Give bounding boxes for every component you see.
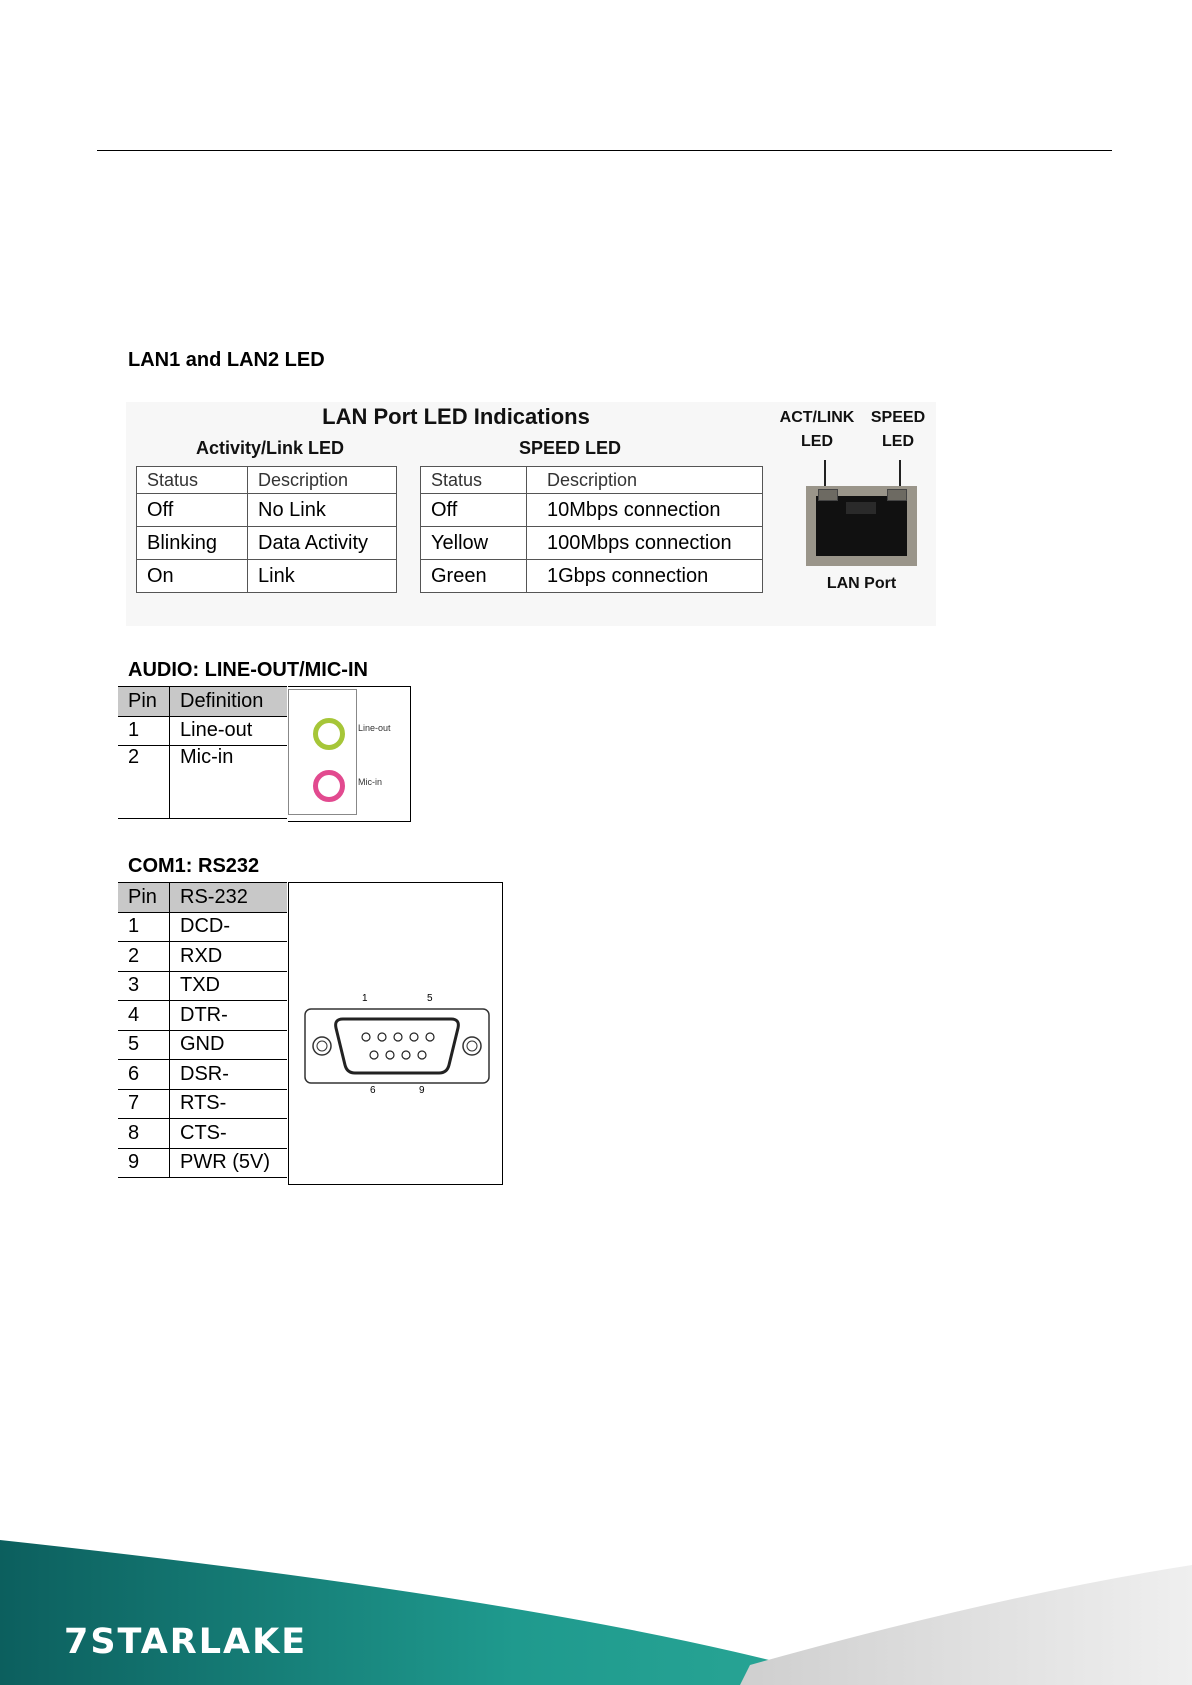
table-header: Status bbox=[421, 467, 527, 494]
table-cell: Off bbox=[421, 494, 527, 527]
audio-section-title: AUDIO: LINE-OUT/MIC-IN bbox=[128, 659, 368, 681]
connector-pin-label: 6 bbox=[370, 1085, 376, 1096]
audio-pin-table bbox=[118, 686, 287, 819]
com-pin-table bbox=[118, 882, 287, 1178]
com-section-title: COM1: RS232 bbox=[128, 855, 260, 877]
table-cell: DCD- bbox=[170, 912, 288, 942]
speed-led-table bbox=[420, 466, 763, 593]
act-link-label-line1: ACT/LINK bbox=[779, 409, 855, 426]
table-cell: 2 bbox=[118, 746, 170, 819]
table-cell: Off bbox=[137, 494, 248, 527]
table-cell: PWR (5V) bbox=[170, 1148, 288, 1178]
db9-connector-figure bbox=[288, 882, 503, 1185]
lan-port-label: LAN Port bbox=[826, 575, 897, 592]
table-cell: Link bbox=[248, 560, 397, 593]
table-cell: 1Gbps connection bbox=[527, 560, 763, 593]
table-row bbox=[118, 1089, 287, 1119]
table-cell: No Link bbox=[248, 494, 397, 527]
table-row bbox=[118, 912, 287, 942]
mic-in-jack-icon bbox=[313, 770, 345, 802]
table-row bbox=[118, 1001, 287, 1031]
table-row bbox=[118, 1119, 287, 1149]
table-header: Definition bbox=[170, 687, 288, 717]
table-row bbox=[137, 560, 397, 593]
table-cell: Green bbox=[421, 560, 527, 593]
table-row bbox=[118, 971, 287, 1001]
table-cell: 6 bbox=[118, 1060, 170, 1090]
table-cell: 9 bbox=[118, 1148, 170, 1178]
table-row bbox=[421, 560, 763, 593]
table-cell: GND bbox=[170, 1030, 288, 1060]
audio-jack-figure bbox=[288, 686, 411, 822]
table-cell: TXD bbox=[170, 971, 288, 1001]
table-cell: Data Activity bbox=[248, 527, 397, 560]
table-cell: 1 bbox=[118, 716, 170, 746]
connector-pin-label: 5 bbox=[427, 993, 433, 1004]
table-header: Pin bbox=[118, 687, 170, 717]
table-row bbox=[118, 1030, 287, 1060]
activity-led-table bbox=[136, 466, 397, 593]
table-row bbox=[421, 494, 763, 527]
table-row bbox=[118, 746, 287, 819]
table-row bbox=[118, 942, 287, 972]
table-header: Description bbox=[527, 467, 763, 494]
starlake-logo: 7STARLAKE bbox=[64, 1622, 308, 1662]
connector-pin-label: 9 bbox=[419, 1085, 425, 1096]
table-cell: 100Mbps connection bbox=[527, 527, 763, 560]
speed-led-title: SPEED LED bbox=[519, 438, 622, 458]
connector-pin-label: 1 bbox=[362, 993, 368, 1004]
db9-connector-icon bbox=[289, 883, 502, 1184]
table-cell: 3 bbox=[118, 971, 170, 1001]
table-header: Description bbox=[248, 467, 397, 494]
table-cell: 8 bbox=[118, 1119, 170, 1149]
speed-label-line1: SPEED bbox=[870, 409, 926, 426]
table-row bbox=[118, 1148, 287, 1178]
table-header: Status bbox=[137, 467, 248, 494]
mic-in-jack-label: Mic-in bbox=[358, 777, 382, 787]
table-cell: Blinking bbox=[137, 527, 248, 560]
table-header: Pin bbox=[118, 883, 170, 913]
table-cell: RTS- bbox=[170, 1089, 288, 1119]
table-cell: DSR- bbox=[170, 1060, 288, 1090]
act-link-led-label bbox=[774, 406, 860, 454]
line-out-jack-label: Line-out bbox=[358, 723, 391, 733]
table-row bbox=[118, 1060, 287, 1090]
table-cell: Mic-in bbox=[170, 746, 288, 819]
act-link-label-line2: LED bbox=[801, 433, 833, 450]
lan-figure-title: LAN Port LED Indications bbox=[322, 404, 590, 429]
table-row bbox=[137, 494, 397, 527]
table-cell: CTS- bbox=[170, 1119, 288, 1149]
speed-label-line2: LED bbox=[882, 433, 914, 450]
lan-section-title: LAN1 and LAN2 LED bbox=[128, 349, 325, 371]
table-cell: DTR- bbox=[170, 1001, 288, 1031]
table-cell: 5 bbox=[118, 1030, 170, 1060]
table-cell: Line-out bbox=[170, 716, 288, 746]
table-cell: On bbox=[137, 560, 248, 593]
table-cell: 1 bbox=[118, 912, 170, 942]
table-cell: Yellow bbox=[421, 527, 527, 560]
speed-led-label bbox=[868, 406, 928, 454]
table-cell: RXD bbox=[170, 942, 288, 972]
line-out-jack-icon bbox=[313, 718, 345, 750]
table-cell: 4 bbox=[118, 1001, 170, 1031]
table-cell: 10Mbps connection bbox=[527, 494, 763, 527]
footer-banner bbox=[0, 1535, 1192, 1685]
table-cell: 2 bbox=[118, 942, 170, 972]
lan-led-figure bbox=[126, 402, 936, 626]
table-row bbox=[421, 527, 763, 560]
table-header: RS-232 bbox=[170, 883, 288, 913]
act-link-led-indicator bbox=[818, 489, 838, 501]
table-row bbox=[137, 527, 397, 560]
lan-port-icon bbox=[806, 486, 917, 566]
activity-led-title: Activity/Link LED bbox=[196, 438, 345, 458]
table-cell: 7 bbox=[118, 1089, 170, 1119]
table-row bbox=[118, 716, 287, 746]
header-rule bbox=[97, 150, 1112, 151]
speed-led-indicator bbox=[887, 489, 907, 501]
